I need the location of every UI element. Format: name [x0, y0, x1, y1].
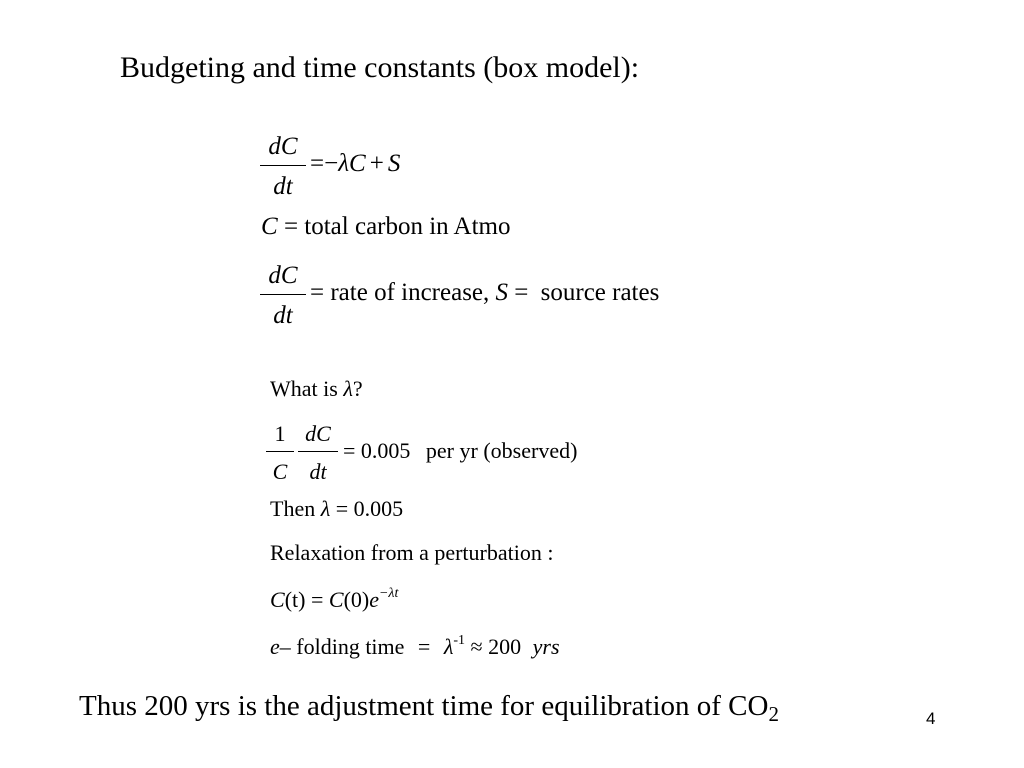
- minus-sign: −: [324, 150, 339, 177]
- equals-sign: =: [310, 150, 325, 177]
- fraction-bar: [260, 294, 306, 295]
- fraction-denominator: dt: [273, 302, 293, 329]
- equals-sign: =: [417, 634, 431, 659]
- co2-subscript: 2: [768, 702, 779, 726]
- fraction-dc-dt: [260, 262, 306, 332]
- slide-title: Budgeting and time constants (box model):: [120, 51, 640, 84]
- exponent: −λt: [378, 586, 399, 601]
- fraction-one-over-c: [266, 421, 294, 487]
- e-constant: e: [270, 634, 280, 659]
- c-variable: C: [261, 213, 278, 240]
- relaxation-equation: [270, 586, 399, 612]
- lambda-symbol: λ: [443, 634, 454, 659]
- e-constant: e: [369, 587, 379, 612]
- equals-sign: =: [310, 587, 324, 612]
- lambda-symbol: λ: [343, 376, 353, 401]
- rate-text: = rate of increase,: [310, 279, 490, 306]
- fraction-dc-dt: [260, 133, 306, 203]
- closing-text: Thus 200 yrs is the adjustment time for equilibration of CO: [79, 690, 769, 722]
- fraction-numerator: dC: [268, 262, 298, 289]
- fraction-bar: [266, 451, 294, 452]
- observed-rate-rhs: [343, 440, 577, 462]
- s-variable: S: [387, 150, 401, 177]
- fraction-bar: [298, 451, 338, 452]
- lambda-symbol: λ: [320, 496, 331, 521]
- c-variable: C: [349, 150, 366, 177]
- then-value: = 0.005: [335, 496, 404, 521]
- fraction-denominator: dt: [309, 459, 327, 484]
- c-variable: C: [270, 587, 285, 612]
- fraction-numerator: dC: [268, 133, 298, 160]
- fraction-numerator: 1: [274, 421, 286, 446]
- exponent: -1: [453, 633, 466, 648]
- definition-c: [261, 214, 511, 239]
- time-argument: (t): [284, 587, 306, 612]
- equation-rhs: [310, 151, 400, 176]
- source-text: source rates: [540, 279, 660, 306]
- closing-statement: [79, 690, 779, 726]
- efolding-text: – folding time: [279, 634, 405, 659]
- initial-argument: (0): [343, 587, 370, 612]
- then-text: Then: [270, 496, 316, 521]
- definition-text: = total carbon in Atmo: [283, 213, 511, 240]
- rate-note: per yr (observed): [425, 438, 578, 463]
- fraction-bar: [260, 165, 306, 166]
- s-variable: S: [495, 279, 509, 306]
- question-text: What is: [270, 376, 338, 401]
- page-number: 4: [926, 709, 936, 728]
- fraction-numerator: dC: [305, 421, 331, 446]
- then-line: [270, 498, 403, 520]
- fraction-denominator: dt: [273, 173, 293, 200]
- fraction-dc-dt: [298, 421, 338, 487]
- question-mark: ?: [352, 376, 363, 401]
- plus-sign: +: [369, 150, 384, 177]
- unit-text: yrs: [532, 634, 560, 659]
- c-variable: C: [328, 587, 344, 612]
- equals-sign: =: [514, 279, 529, 306]
- question-line: [270, 378, 363, 400]
- lambda-symbol: λ: [338, 150, 350, 177]
- relaxation-heading: Relaxation from a perturbation :: [270, 540, 554, 565]
- rate-value: = 0.005: [343, 438, 411, 463]
- efolding-line: [270, 633, 560, 659]
- fraction-denominator: C: [272, 459, 288, 484]
- rate-definition-text: [310, 280, 659, 305]
- approx-value: ≈ 200: [470, 634, 522, 659]
